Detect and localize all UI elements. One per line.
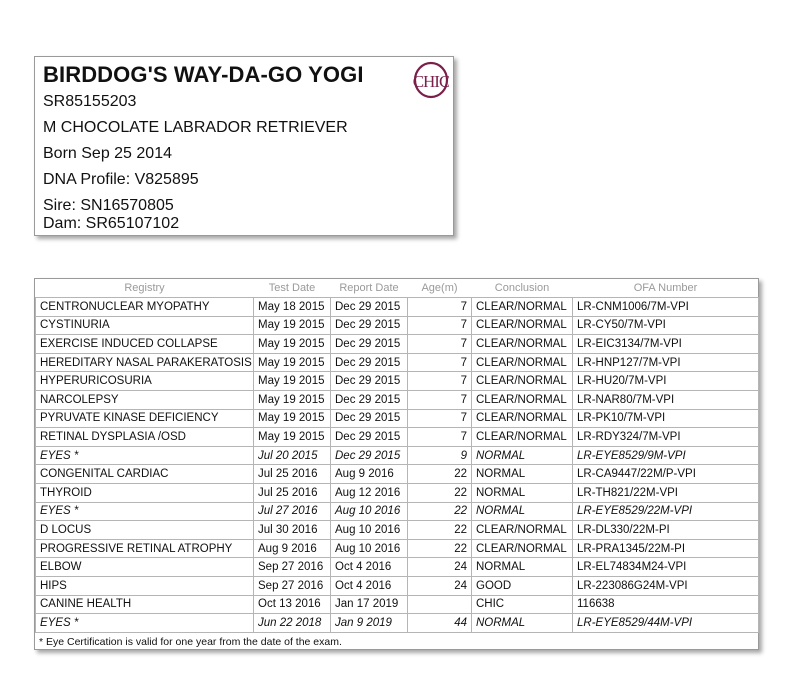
cell-conclusion: NORMAL bbox=[472, 483, 573, 502]
cell-report-date: Aug 10 2016 bbox=[331, 539, 408, 558]
cell-conclusion: CLEAR/NORMAL bbox=[472, 521, 573, 540]
cell-report-date: Dec 29 2015 bbox=[331, 409, 408, 428]
cell-registry: PROGRESSIVE RETINAL ATROPHY bbox=[36, 539, 254, 558]
cell-test-date: May 18 2015 bbox=[254, 298, 331, 317]
dam: Dam: SR65107102 bbox=[43, 215, 180, 232]
cell-age: 7 bbox=[408, 372, 472, 391]
registration-number: SR85155203 bbox=[43, 93, 137, 110]
cell-age bbox=[408, 595, 472, 614]
cell-ofa-number: LR-EYE8529/9M-VPI bbox=[573, 446, 759, 465]
cell-age: 24 bbox=[408, 558, 472, 577]
table-row bbox=[36, 539, 759, 558]
cell-age: 7 bbox=[408, 428, 472, 447]
table-row bbox=[36, 558, 759, 577]
cell-report-date: Aug 10 2016 bbox=[331, 502, 408, 521]
table-row bbox=[36, 372, 759, 391]
cell-report-date: Aug 12 2016 bbox=[331, 483, 408, 502]
cell-registry: EYES * bbox=[36, 502, 254, 521]
table-row bbox=[36, 316, 759, 335]
table-row bbox=[36, 298, 759, 317]
table-row bbox=[36, 446, 759, 465]
cell-age: 7 bbox=[408, 316, 472, 335]
cell-registry: D LOCUS bbox=[36, 521, 254, 540]
cell-registry: EYES * bbox=[36, 614, 254, 633]
cell-ofa-number: LR-EYE8529/22M-VPI bbox=[573, 502, 759, 521]
cell-age: 7 bbox=[408, 335, 472, 354]
cell-age: 7 bbox=[408, 298, 472, 317]
cell-conclusion: CLEAR/NORMAL bbox=[472, 409, 573, 428]
cell-registry: EXERCISE INDUCED COLLAPSE bbox=[36, 335, 254, 354]
cell-report-date: Jan 9 2019 bbox=[331, 614, 408, 633]
cell-registry: CYSTINURIA bbox=[36, 316, 254, 335]
cell-conclusion: CLEAR/NORMAL bbox=[472, 298, 573, 317]
table-row bbox=[36, 465, 759, 484]
cell-test-date: May 19 2015 bbox=[254, 335, 331, 354]
table-row bbox=[36, 409, 759, 428]
cell-report-date: Dec 29 2015 bbox=[331, 316, 408, 335]
cell-test-date: Sep 27 2016 bbox=[254, 558, 331, 577]
dna-profile: DNA Profile: V825895 bbox=[43, 171, 199, 188]
header-report-date: Report Date bbox=[339, 282, 399, 294]
cell-test-date: Jun 22 2018 bbox=[254, 614, 331, 633]
cell-conclusion: CLEAR/NORMAL bbox=[472, 372, 573, 391]
cell-test-date: May 19 2015 bbox=[254, 316, 331, 335]
cell-ofa-number: LR-CA9447/22M/P-VPI bbox=[573, 465, 759, 484]
cell-conclusion: CLEAR/NORMAL bbox=[472, 428, 573, 447]
sire: Sire: SN16570805 bbox=[43, 197, 174, 214]
health-clearances-table bbox=[34, 278, 759, 650]
cell-conclusion: CLEAR/NORMAL bbox=[472, 390, 573, 409]
cell-conclusion: NORMAL bbox=[472, 558, 573, 577]
cell-ofa-number: LR-PRA1345/22M-PI bbox=[573, 539, 759, 558]
cell-registry: CANINE HEALTH bbox=[36, 595, 254, 614]
cell-test-date: May 19 2015 bbox=[254, 409, 331, 428]
cell-age: 44 bbox=[408, 614, 472, 633]
dog-info-card bbox=[34, 56, 454, 236]
cell-ofa-number: LR-RDY324/7M-VPI bbox=[573, 428, 759, 447]
cell-conclusion: NORMAL bbox=[472, 614, 573, 633]
table-row bbox=[36, 353, 759, 372]
eye-certification-footnote: * Eye Certification is valid for one year from the date of the exam. bbox=[39, 635, 342, 648]
cell-test-date: Jul 25 2016 bbox=[254, 465, 331, 484]
header-registry: Registry bbox=[124, 282, 165, 294]
cell-age: 22 bbox=[408, 465, 472, 484]
cell-report-date: Aug 10 2016 bbox=[331, 521, 408, 540]
cell-ofa-number: LR-TH821/22M-VPI bbox=[573, 483, 759, 502]
cell-registry: EYES * bbox=[36, 446, 254, 465]
cell-report-date: Jan 17 2019 bbox=[331, 595, 408, 614]
cell-report-date: Aug 9 2016 bbox=[331, 465, 408, 484]
cell-age: 7 bbox=[408, 390, 472, 409]
cell-registry: ELBOW bbox=[36, 558, 254, 577]
header-test-date: Test Date bbox=[268, 282, 316, 294]
cell-test-date: Jul 25 2016 bbox=[254, 483, 331, 502]
cell-ofa-number: LR-HU20/7M-VPI bbox=[573, 372, 759, 391]
table-row bbox=[36, 483, 759, 502]
cell-registry: PYRUVATE KINASE DEFICIENCY bbox=[36, 409, 254, 428]
cell-conclusion: GOOD bbox=[472, 576, 573, 595]
cell-report-date: Oct 4 2016 bbox=[331, 576, 408, 595]
birth-date: Born Sep 25 2014 bbox=[43, 145, 172, 162]
cell-registry: CENTRONUCLEAR MYOPATHY bbox=[36, 298, 254, 317]
cell-ofa-number: 116638 bbox=[573, 595, 759, 614]
cell-registry: RETINAL DYSPLASIA /OSD bbox=[36, 428, 254, 447]
cell-conclusion: CLEAR/NORMAL bbox=[472, 335, 573, 354]
cell-registry: HEREDITARY NASAL PARAKERATOSIS bbox=[36, 353, 254, 372]
cell-report-date: Dec 29 2015 bbox=[331, 335, 408, 354]
cell-age: 22 bbox=[408, 521, 472, 540]
cell-report-date: Dec 29 2015 bbox=[331, 298, 408, 317]
cell-age: 22 bbox=[408, 539, 472, 558]
cell-test-date: Oct 13 2016 bbox=[254, 595, 331, 614]
cell-test-date: May 19 2015 bbox=[254, 428, 331, 447]
cell-test-date: May 19 2015 bbox=[254, 353, 331, 372]
cell-test-date: Jul 27 2016 bbox=[254, 502, 331, 521]
header-ofa-number: OFA Number bbox=[633, 282, 698, 294]
cell-ofa-number: LR-HNP127/7M-VPI bbox=[573, 353, 759, 372]
dog-name: BIRDDOG'S WAY-DA-GO YOGI bbox=[43, 62, 364, 87]
cell-conclusion: CLEAR/NORMAL bbox=[472, 353, 573, 372]
cell-registry: HYPERURICOSURIA bbox=[36, 372, 254, 391]
table-row bbox=[36, 521, 759, 540]
cell-report-date: Dec 29 2015 bbox=[331, 353, 408, 372]
table-row bbox=[36, 428, 759, 447]
cell-conclusion: NORMAL bbox=[472, 446, 573, 465]
table-row bbox=[36, 502, 759, 521]
cell-conclusion: CLEAR/NORMAL bbox=[472, 539, 573, 558]
cell-test-date: Jul 20 2015 bbox=[254, 446, 331, 465]
cell-test-date: May 19 2015 bbox=[254, 390, 331, 409]
cell-registry: CONGENITAL CARDIAC bbox=[36, 465, 254, 484]
table-header-row bbox=[36, 279, 759, 298]
cell-conclusion: CLEAR/NORMAL bbox=[472, 316, 573, 335]
cell-ofa-number: LR-CNM1006/7M-VPI bbox=[573, 298, 759, 317]
table-row bbox=[36, 335, 759, 354]
cell-test-date: May 19 2015 bbox=[254, 372, 331, 391]
table-row bbox=[36, 390, 759, 409]
cell-ofa-number: LR-223086G24M-VPI bbox=[573, 576, 759, 595]
cell-age: 22 bbox=[408, 483, 472, 502]
cell-test-date: Aug 9 2016 bbox=[254, 539, 331, 558]
cell-test-date: Jul 30 2016 bbox=[254, 521, 331, 540]
chic-logo-icon bbox=[413, 61, 449, 99]
cell-report-date: Dec 29 2015 bbox=[331, 446, 408, 465]
dog-description: M CHOCOLATE LABRADOR RETRIEVER bbox=[43, 119, 348, 136]
cell-ofa-number: LR-DL330/22M-PI bbox=[573, 521, 759, 540]
cell-registry: HIPS bbox=[36, 576, 254, 595]
cell-ofa-number: LR-NAR80/7M-VPI bbox=[573, 390, 759, 409]
cell-registry: THYROID bbox=[36, 483, 254, 502]
cell-report-date: Dec 29 2015 bbox=[331, 428, 408, 447]
cell-age: 7 bbox=[408, 409, 472, 428]
cell-age: 22 bbox=[408, 502, 472, 521]
cell-ofa-number: LR-EYE8529/44M-VPI bbox=[573, 614, 759, 633]
cell-conclusion: NORMAL bbox=[472, 465, 573, 484]
cell-ofa-number: LR-CY50/7M-VPI bbox=[573, 316, 759, 335]
table-row bbox=[36, 595, 759, 614]
cell-age: 24 bbox=[408, 576, 472, 595]
cell-registry: NARCOLEPSY bbox=[36, 390, 254, 409]
cell-age: 7 bbox=[408, 353, 472, 372]
cell-report-date: Dec 29 2015 bbox=[331, 390, 408, 409]
cell-conclusion: CHIC bbox=[472, 595, 573, 614]
cell-age: 9 bbox=[408, 446, 472, 465]
header-age: Age(m) bbox=[421, 282, 458, 294]
cell-ofa-number: LR-PK10/7M-VPI bbox=[573, 409, 759, 428]
chic-logo-text: CHIC bbox=[413, 72, 449, 91]
table-row bbox=[36, 576, 759, 595]
cell-ofa-number: LR-EIC3134/7M-VPI bbox=[573, 335, 759, 354]
table-row bbox=[36, 614, 759, 633]
header-conclusion: Conclusion bbox=[494, 282, 550, 294]
cell-report-date: Dec 29 2015 bbox=[331, 372, 408, 391]
cell-ofa-number: LR-EL74834M24-VPI bbox=[573, 558, 759, 577]
cell-conclusion: NORMAL bbox=[472, 502, 573, 521]
cell-test-date: Sep 27 2016 bbox=[254, 576, 331, 595]
cell-report-date: Oct 4 2016 bbox=[331, 558, 408, 577]
